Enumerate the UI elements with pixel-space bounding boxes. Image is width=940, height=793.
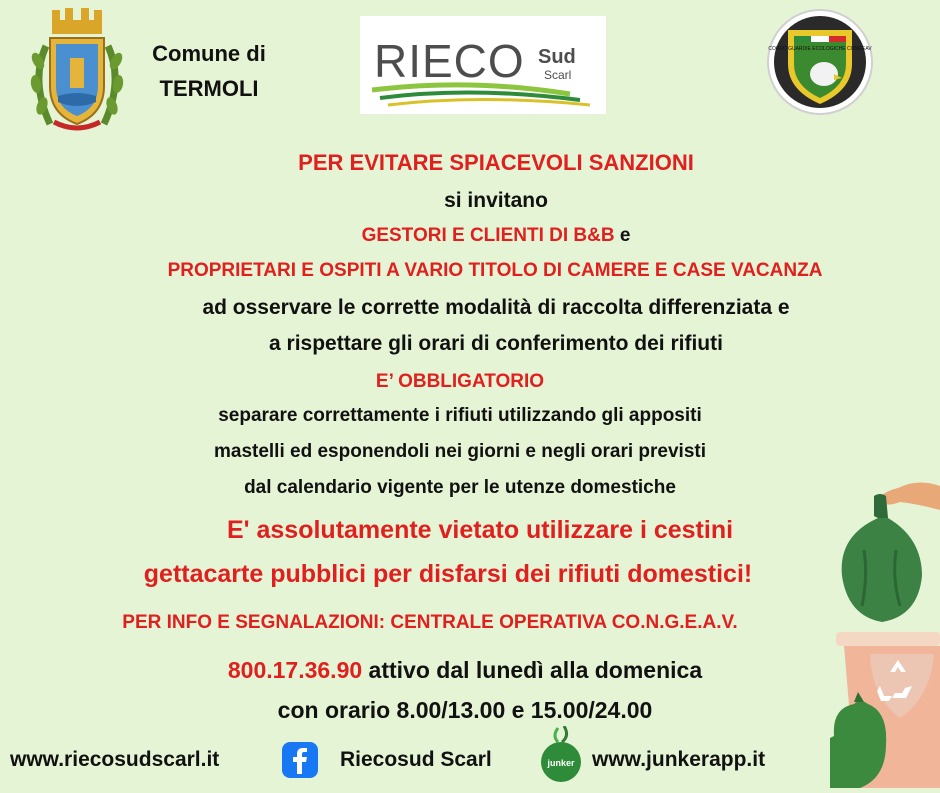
facebook-icon[interactable]	[280, 740, 320, 780]
logo-sud-text: Sud	[538, 46, 576, 68]
logo-rieco-text: RIECO	[374, 35, 525, 87]
website-link[interactable]: www.riecosudscarl.it	[10, 748, 220, 771]
vietato-line-2: gettacarte pubblici per disfarsi dei rifiuti domestici!	[143, 560, 753, 588]
orario-line: con orario 8.00/13.00 e 15.00/24.00	[277, 697, 653, 723]
gestori-text: GESTORI E CLIENTI DI B&B	[361, 225, 615, 246]
facebook-page-name[interactable]: Riecosud Scarl	[340, 748, 492, 771]
junker-icon-label: junker	[547, 758, 575, 768]
termoli-coat-of-arms	[28, 6, 126, 138]
vietato-line-1: E' assolutamente vietato utilizzare i cestini	[226, 516, 734, 544]
junker-website-link[interactable]: www.junkerapp.it	[592, 748, 766, 771]
separare-line-2: mastelli ed esponendoli nei giorni e negli orari previsti	[213, 441, 706, 462]
separare-line-1: separare correttamente i rifiuti utilizzando gli appositi	[218, 405, 702, 426]
si-invitano: si invitano	[444, 189, 548, 212]
comune-line-1: Comune di	[152, 41, 266, 66]
recycle-bin-illustration	[830, 628, 940, 788]
junker-app-icon[interactable]	[540, 726, 582, 784]
separare-line-3: dal calendario vigente per le utenze domestiche	[244, 477, 676, 498]
comune-line-2: TERMOLI	[159, 76, 259, 101]
proprietari-line: PROPRIETARI E OSPITI A VARIO TITOLO DI CAMERE E CASE VACANZA	[167, 260, 823, 281]
gestori-line	[0, 225, 940, 247]
headline: PER EVITARE SPIACEVOLI SANZIONI	[298, 150, 694, 175]
congeav-badge	[766, 8, 874, 116]
info-line: PER INFO E SEGNALAZIONI: CENTRALE OPERATIVA CO.N.G.E.A.V.	[122, 612, 738, 633]
comune-label	[134, 36, 284, 106]
hand-holding-bag-illustration	[818, 466, 940, 626]
attivo-text: attivo dal lunedì alla domenica	[362, 657, 703, 683]
riecosud-logo	[360, 16, 606, 114]
phone-number: 800.17.36.90	[227, 657, 363, 683]
phone-line	[0, 657, 930, 684]
gestori-conjunction: e	[614, 225, 631, 246]
obbligatorio-label: E’ OBBLIGATORIO	[375, 371, 545, 392]
logo-swoosh-icon	[370, 80, 600, 110]
osservare-line-2: a rispettare gli orari di conferimento dei rifiuti	[269, 332, 723, 355]
logo-scarl-text: Scarl	[544, 68, 572, 82]
osservare-line-1: ad osservare le corrette modalità di raccolta differenziata e	[202, 296, 790, 319]
badge-text: CORPO GUARDIE ECOLOGICHE CONGEAV	[768, 46, 872, 52]
